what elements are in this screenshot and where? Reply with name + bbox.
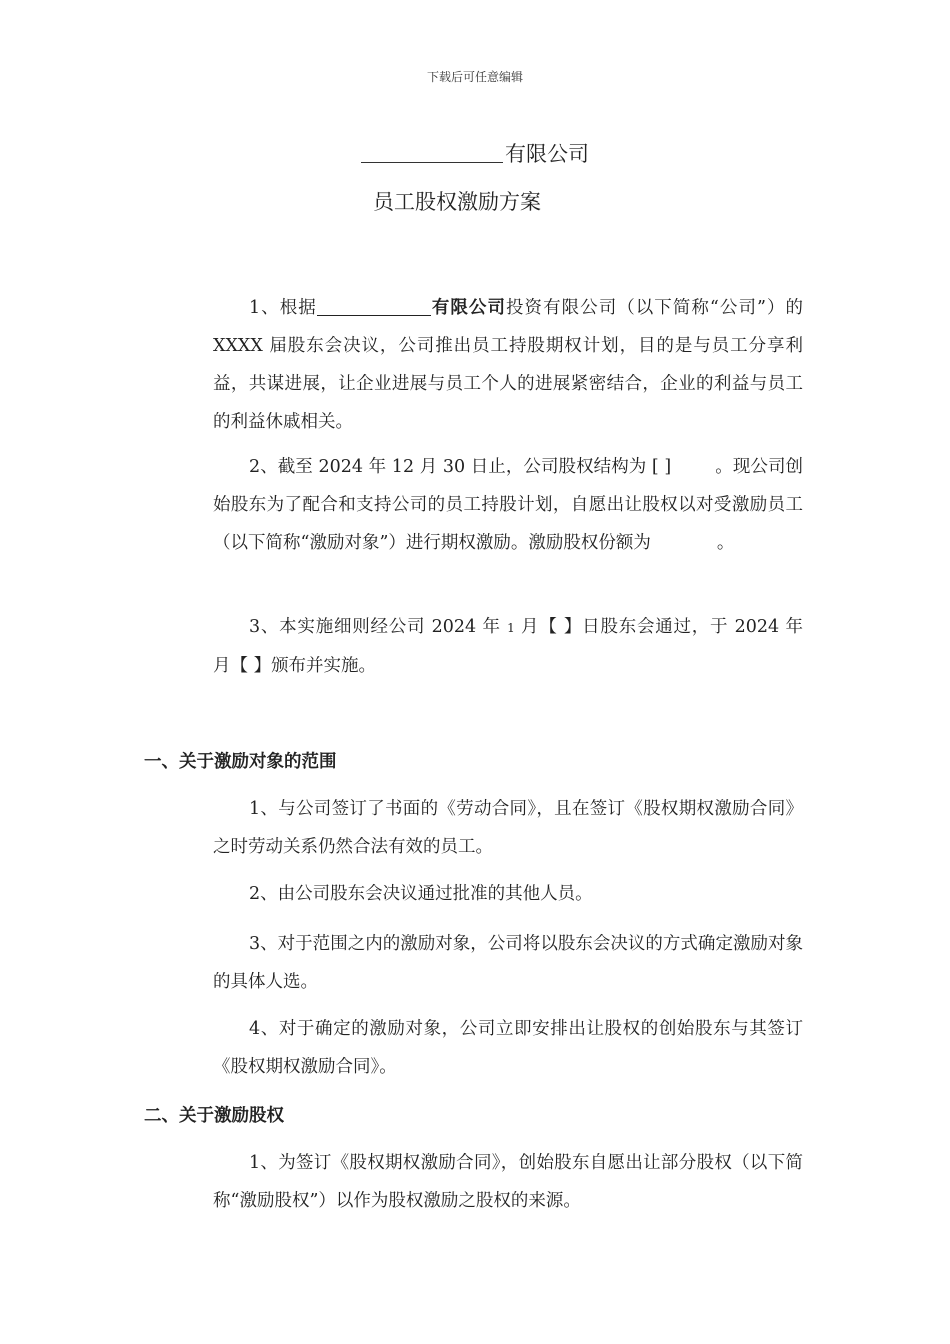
intro-p1-rest: 投资有限公司（以下简称“公司”）的 XXXX 届股东会决议，公司推出员工持股期权计划，目的是与员工分享利益，共谋进展，让企业进展与员工个人的进展紧密结合，企业的利益与员工的利益休戚相关。 bbox=[213, 298, 804, 432]
company-name-blank bbox=[361, 142, 503, 163]
intro-p1-prefix: 1、根据 bbox=[249, 298, 317, 318]
section-1-item-1: 1、与公司签订了书面的《劳动合同》，且在签订《股权期权激励合同》之时劳动关系仍然合法有效的员工。 bbox=[213, 799, 803, 857]
intro-p3-small-1: 1 bbox=[507, 621, 515, 635]
company-title bbox=[0, 138, 950, 168]
company-suffix: 有限公司 bbox=[505, 142, 589, 166]
section-1-heading: 一、关于激励对象的范围 bbox=[144, 752, 337, 772]
section-2-heading: 二、关于激励股权 bbox=[144, 1106, 284, 1126]
section-1-item-3: 3、对于范围之内的激励对象，公司将以股东会决议的方式确定激励对象的具体人选。 bbox=[213, 934, 803, 992]
section-1-item-4: 4、对于确定的激励对象，公司立即安排出让股权的创始股东与其签订《股权期权激励合同》。 bbox=[213, 1019, 803, 1077]
intro-paragraph-1 bbox=[213, 289, 803, 441]
intro-paragraph-2 bbox=[213, 448, 803, 562]
intro-p1-company: 有限公司 bbox=[430, 298, 506, 318]
header-note: 下载后可任意编辑 bbox=[426, 70, 523, 84]
intro-p3-part1: 3、本实施细则经公司 2024 年 bbox=[249, 617, 508, 637]
intro-paragraph-3 bbox=[213, 608, 803, 685]
plan-title: 员工股权激励方案 bbox=[373, 190, 541, 214]
section-2-item-1: 1、为签订《股权期权激励合同》，创始股东自愿出让部分股权（以下简称“激励股权”）以作为股权激励之股权的来源。 bbox=[213, 1153, 803, 1211]
intro-p3-part2: 月【 】日股东会通过，于 2024 年 月【 】颁布并实施。 bbox=[213, 617, 803, 676]
intro-p2-part2: 。现公司创始股东为了配合和支持公司的员工持股计划，自愿出让股权以对受激励员工（以下简称“激励对象”）进行期权激励。激励股权份额为 bbox=[213, 457, 803, 553]
intro-p2-part3: 。 bbox=[716, 533, 735, 553]
company-blank bbox=[317, 295, 431, 316]
section-1-item-2: 2、由公司股东会决议通过批准的其他人员。 bbox=[249, 884, 593, 904]
intro-p2-part1: 2、截至 2024 年 12 月 30 日止，公司股权结构为 [ ] bbox=[249, 457, 672, 477]
